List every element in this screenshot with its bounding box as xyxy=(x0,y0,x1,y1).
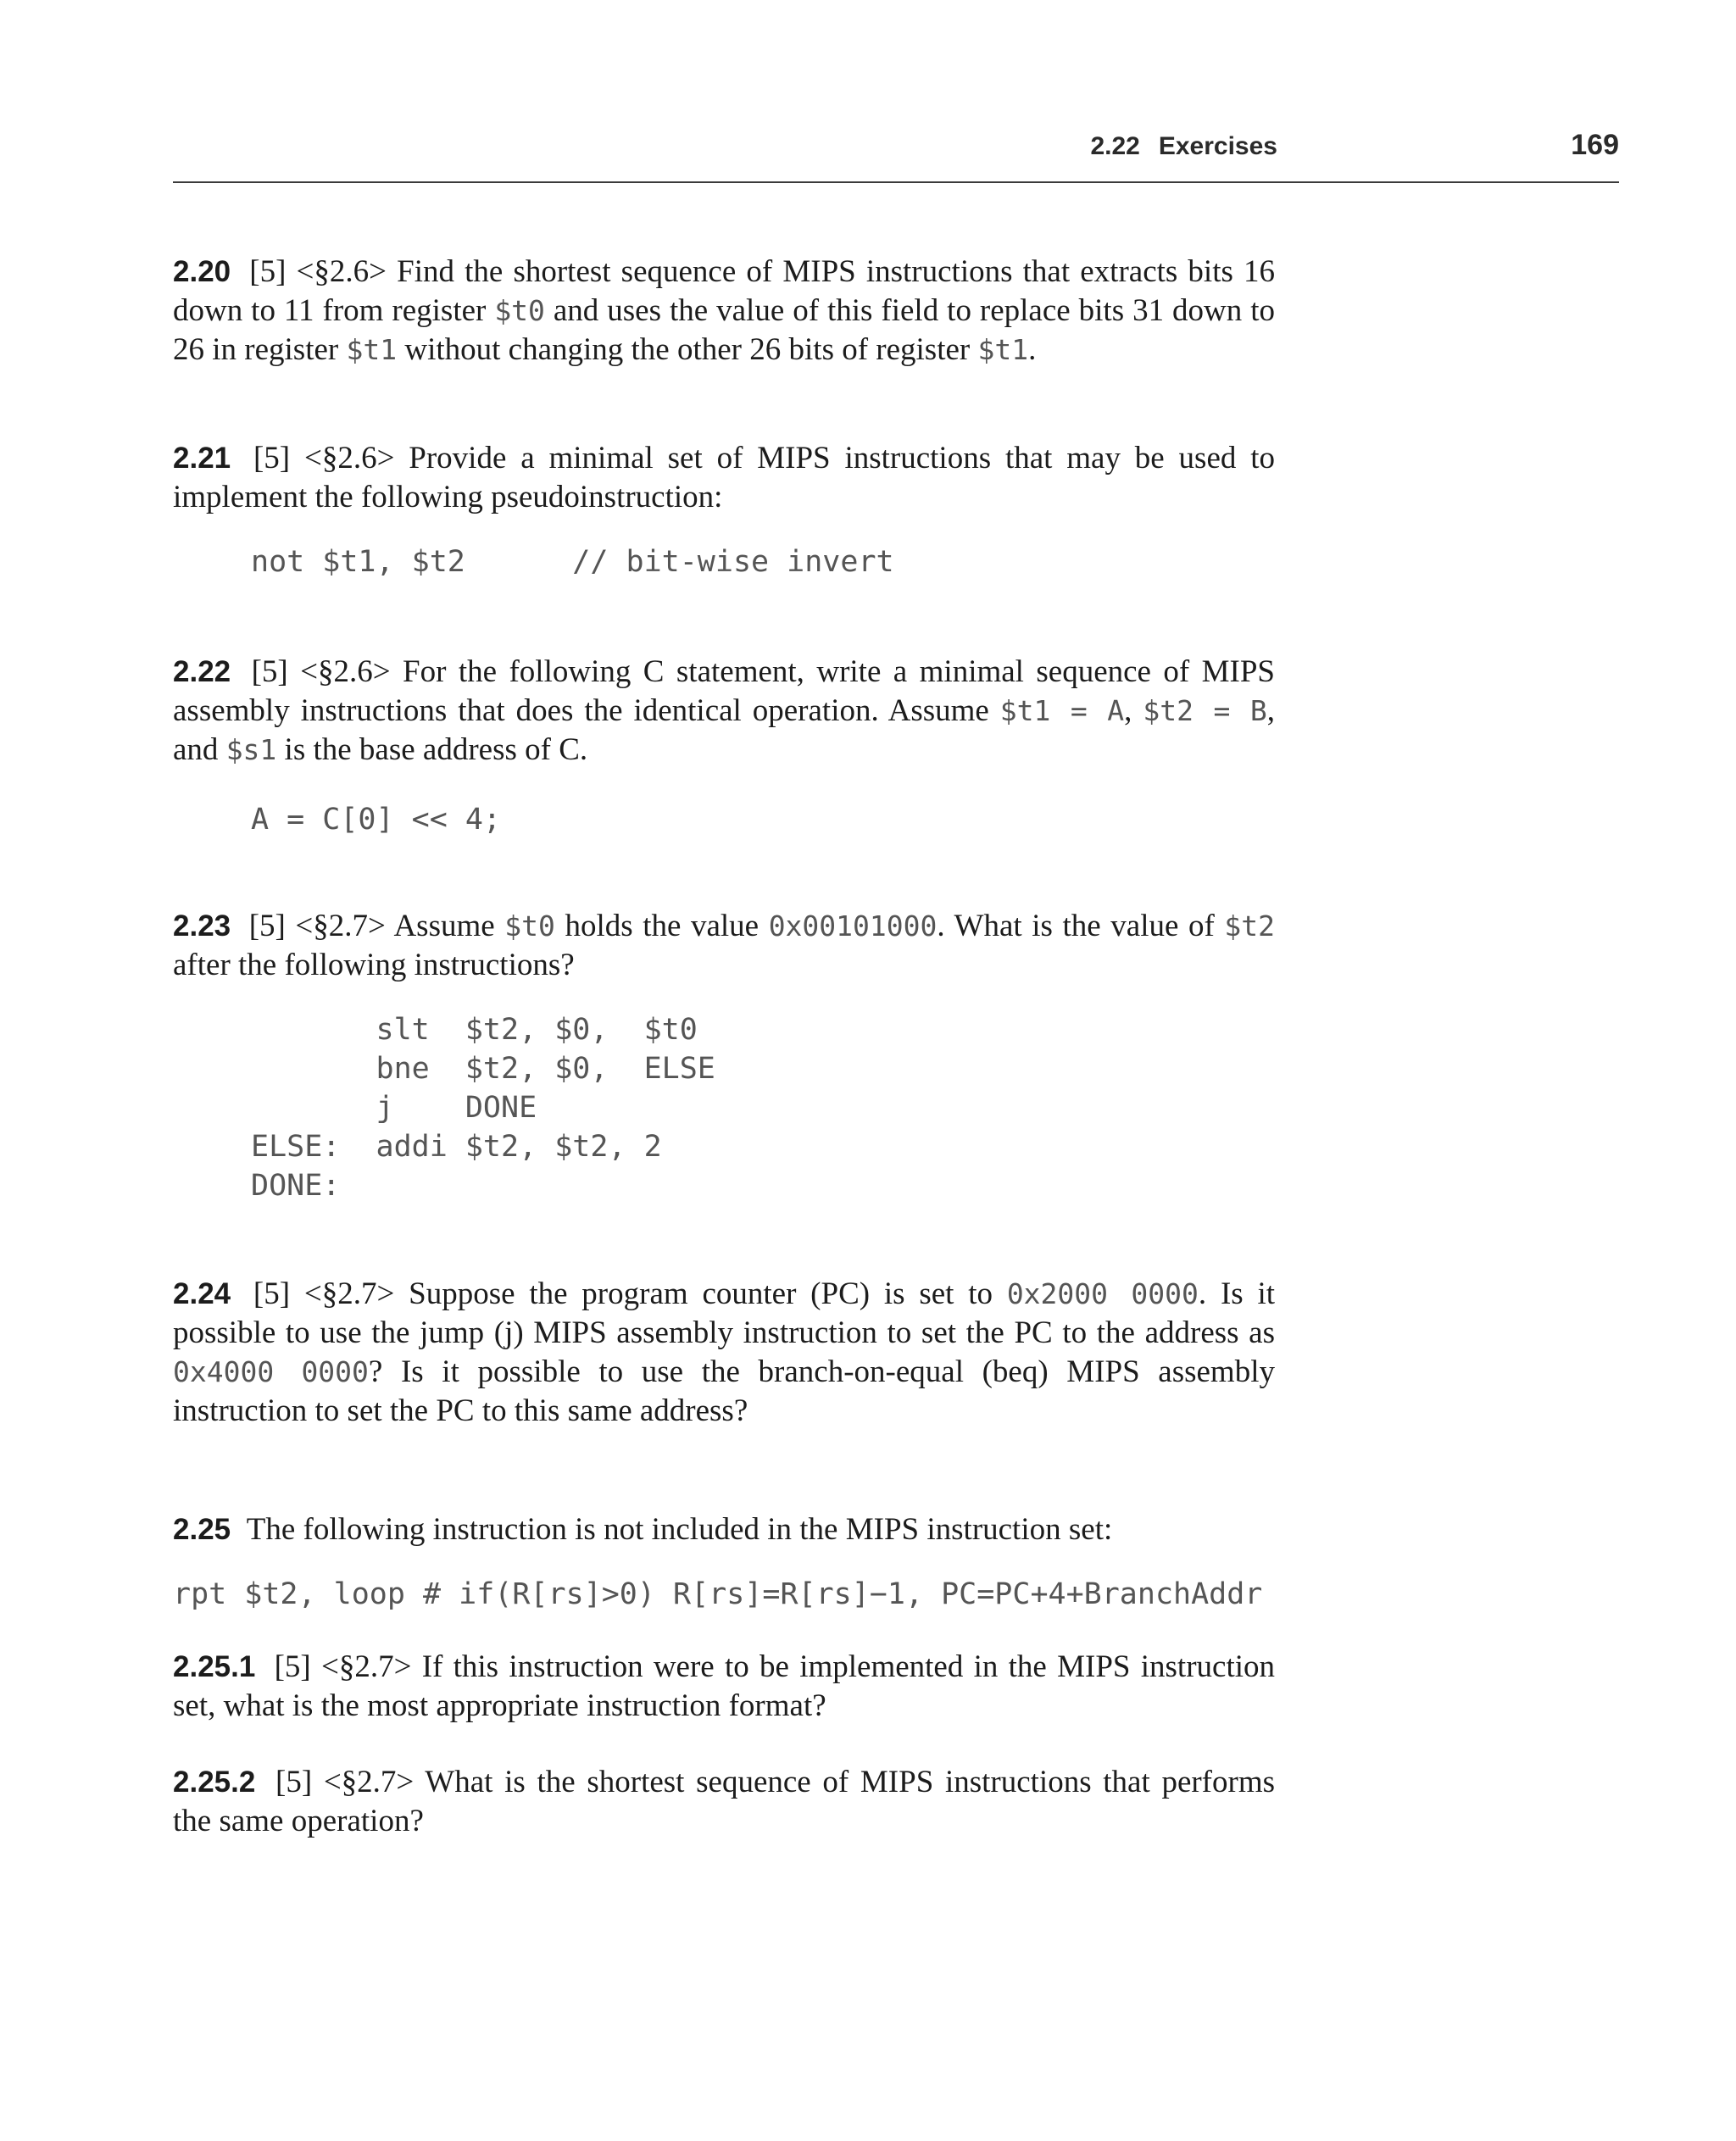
exercise-text: after the following instructions? xyxy=(173,948,575,982)
exercise-text: [5] <§2.7> If this instruction were to be implemented in the MIPS instruction set, what is the most appropriate instruction format? xyxy=(173,1649,1275,1723)
exercise-number: 2.25.2 xyxy=(173,1766,256,1799)
hex-value: 0x00101000 xyxy=(768,909,938,943)
section-number: 2.22 xyxy=(1090,132,1140,160)
exercise-number: 2.25.1 xyxy=(173,1650,256,1683)
exercise-text: . What is the value of xyxy=(937,909,1225,943)
exercise-text: . Is it possible to use the jump (j) MIPS assembly instruction to set the PC to the address as xyxy=(173,1276,1276,1350)
section-title: Exercises xyxy=(1158,132,1277,160)
hex-value: 0x4000 0000 xyxy=(173,1355,369,1388)
exercise-2-25-1 xyxy=(173,1648,1275,1726)
exercise-text: [5] <§2.6> For the following C statement, write a minimal sequence of MIPS assembly instructions that does the identical operation. Assume xyxy=(173,654,1276,728)
exercise-text: The following instruction is not included in the MIPS instruction set: xyxy=(246,1512,1113,1547)
exercise-text: [5] <§2.7> What is the shortest sequence of MIPS instructions that performs the same operation? xyxy=(173,1765,1276,1838)
register-ref: $t1 xyxy=(346,333,398,366)
exercise-number: 2.22 xyxy=(173,655,231,688)
exercise-number: 2.23 xyxy=(173,909,231,943)
code-block: slt $t2, $0, $t0 bne $t2, $0, ELSE j DONE ELSE: addi $t2, $t2, 2 DONE: xyxy=(251,1013,715,1203)
exercise-text: ? Is it possible to use the branch-on-equal (beq) MIPS assembly instruction to set the PC to this same address? xyxy=(173,1354,1275,1428)
exercise-2-21 xyxy=(173,439,1275,517)
exercise-text: , and xyxy=(173,693,1276,767)
running-header xyxy=(173,127,1619,183)
exercise-list xyxy=(173,253,1275,1841)
exercise-text: . xyxy=(1028,332,1037,367)
exercise-text: , xyxy=(1124,693,1143,728)
register-ref: $t0 xyxy=(494,294,545,327)
exercise-text: [5] <§2.7> Suppose the program counter (PC) is set to xyxy=(253,1276,1007,1311)
exercise-text: holds the value xyxy=(554,909,769,943)
hex-value: 0x2000 0000 xyxy=(1006,1277,1199,1310)
exercise-text: and uses the value of this field to replace bits 31 down to 26 in register xyxy=(173,293,1275,367)
register-ref: $s1 xyxy=(225,733,277,766)
register-ref: $t1 xyxy=(977,333,1029,366)
register-ref: $t0 xyxy=(504,909,555,943)
exercise-2-23 xyxy=(173,907,1275,985)
exercise-number: 2.24 xyxy=(173,1277,231,1310)
exercise-number: 2.20 xyxy=(173,255,231,288)
exercise-number: 2.21 xyxy=(173,442,231,475)
exercise-text: [5] <§2.6> Provide a minimal set of MIPS instructions that may be used to implement the following pseudoinstruction: xyxy=(173,441,1276,514)
exercise-number: 2.25 xyxy=(173,1513,231,1546)
exercise-2-24 xyxy=(173,1275,1275,1431)
register-ref: $t2 xyxy=(1224,909,1275,943)
exercise-text: without changing the other 26 bits of register xyxy=(397,332,978,367)
exercise-2-25 xyxy=(173,1510,1275,1549)
exercise-text: [5] <§2.7> Assume xyxy=(248,909,505,943)
page-number: 169 xyxy=(1571,129,1619,161)
code-block: rpt $t2, loop # if(R[rs]>0) R[rs]=R[rs]−1, PC=PC+4+BranchAddr xyxy=(173,1577,1263,1611)
register-ref: $t2 = B xyxy=(1143,694,1267,727)
code-block: not $t1, $t2 // bit-wise invert xyxy=(251,545,894,579)
exercise-2-20 xyxy=(173,253,1275,370)
code-block: A = C[0] << 4; xyxy=(251,803,502,837)
exercise-text: [5] <§2.6> Find the shortest sequence of MIPS instructions that extracts bits 16 down to 11 from register xyxy=(173,254,1275,328)
exercise-2-22 xyxy=(173,653,1275,770)
section-heading xyxy=(1090,132,1277,161)
register-ref: $t1 = A xyxy=(999,694,1125,727)
exercise-2-25-2 xyxy=(173,1763,1275,1841)
exercise-text: is the base address of C. xyxy=(276,732,588,767)
